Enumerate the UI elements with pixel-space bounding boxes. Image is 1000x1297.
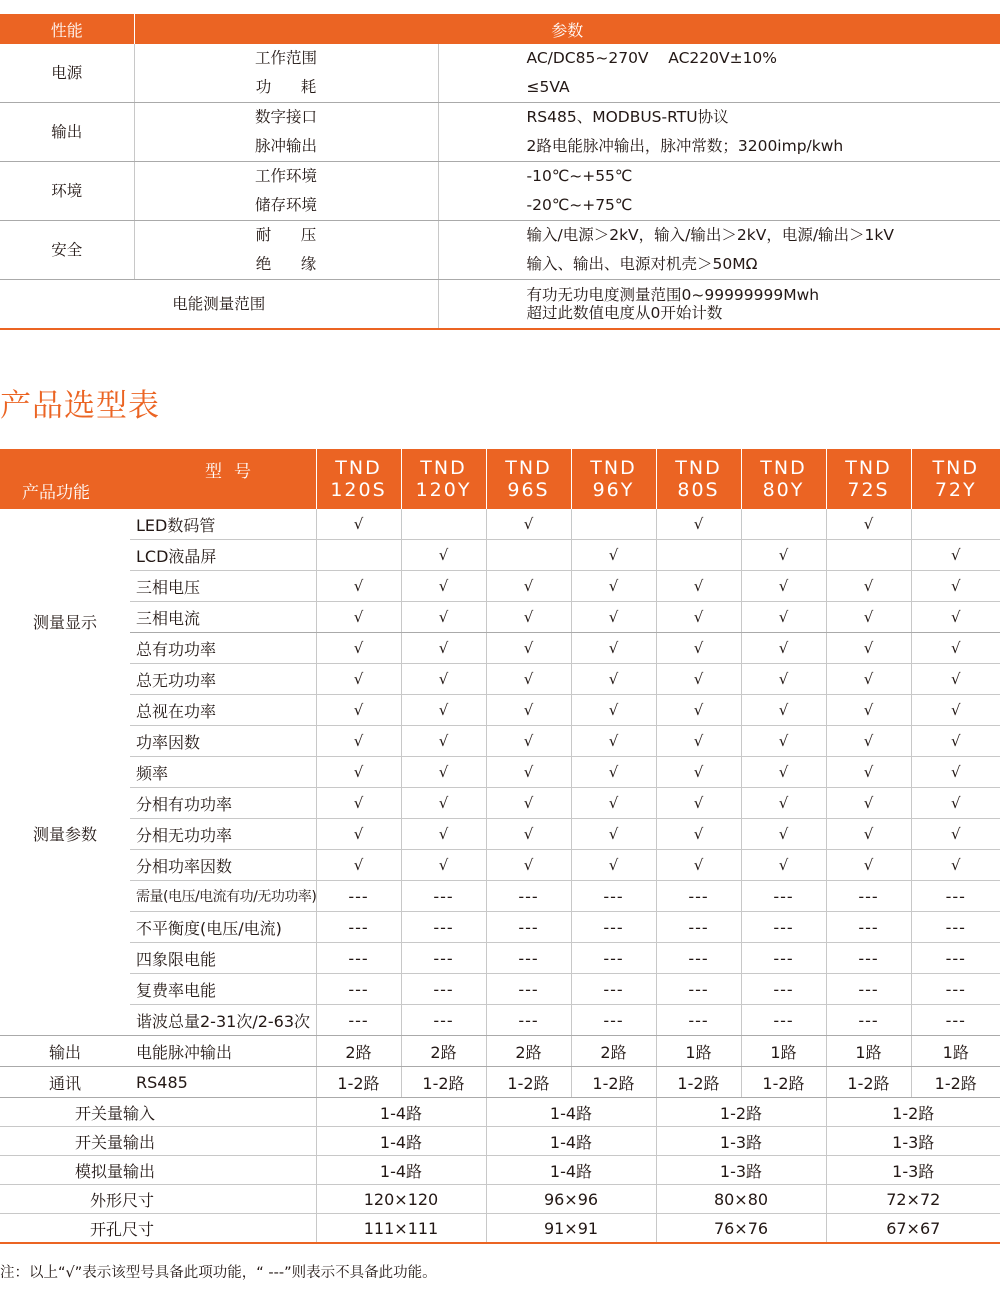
model-line2: 80Y (762, 479, 805, 501)
cell-value: 111×111 (316, 1214, 486, 1244)
check-mark: √ (571, 695, 656, 726)
check-mark: √ (401, 788, 486, 819)
selection-table (0, 449, 1000, 1244)
check-mark: √ (741, 602, 826, 633)
check-mark: √ (401, 695, 486, 726)
table-row (0, 974, 1000, 1005)
spec-item-text: 耐 压 (255, 226, 317, 244)
check-mark: √ (656, 602, 741, 633)
not-supported-mark: --- (911, 1005, 1000, 1036)
function-label: LED数码管 (130, 509, 316, 540)
spec-value-line: 超过此数值电度从0开始计数 (526, 304, 723, 322)
table-row (0, 571, 1000, 602)
function-label: 分相功率因数 (130, 850, 316, 881)
check-mark: √ (316, 602, 401, 633)
check-mark: √ (656, 788, 741, 819)
spec-item (134, 73, 438, 103)
check-mark: √ (571, 664, 656, 695)
table-row (0, 912, 1000, 943)
not-supported-mark: --- (826, 912, 911, 943)
check-mark: √ (656, 726, 741, 757)
not-supported-mark: --- (316, 974, 401, 1005)
check-mark: √ (486, 509, 571, 540)
check-mark: √ (486, 757, 571, 788)
check-mark: √ (316, 819, 401, 850)
check-mark: √ (401, 850, 486, 881)
not-supported-mark: --- (911, 912, 1000, 943)
category-display: 测量显示 (32, 612, 97, 632)
check-mark: √ (486, 571, 571, 602)
header-corner (0, 449, 316, 509)
function-label: 四象限电能 (130, 943, 316, 974)
not-supported-mark: --- (571, 943, 656, 974)
check-mark: √ (571, 850, 656, 881)
spec-header-row (0, 14, 1000, 44)
cell-value: 76×76 (656, 1214, 826, 1244)
not-supported-mark: --- (741, 912, 826, 943)
check-mark: √ (911, 633, 1000, 664)
function-label: 电能脉冲输出 (130, 1036, 316, 1067)
function-label: 谐波总量2-31次/2-63次 (130, 1005, 316, 1036)
check-mark: √ (486, 664, 571, 695)
function-label: 分相无功功率 (130, 819, 316, 850)
selection-body (0, 509, 1000, 1243)
not-supported-mark: --- (571, 912, 656, 943)
cell-value: 1-2路 (741, 1067, 826, 1098)
category-output: 输出 (0, 1036, 130, 1067)
spec-group-safety: 安全 (0, 221, 134, 280)
model-line1: TND (845, 457, 892, 479)
table-row (0, 1156, 1000, 1185)
row-label: 开孔尺寸 (0, 1214, 316, 1244)
function-label: 三相电流 (130, 602, 316, 633)
cell-value: 67×67 (826, 1214, 1000, 1244)
table-row (0, 695, 1000, 726)
cell-value (826, 540, 911, 571)
not-supported-mark: --- (401, 1005, 486, 1036)
check-mark: √ (316, 850, 401, 881)
not-supported-mark: --- (911, 881, 1000, 912)
check-mark: √ (316, 726, 401, 757)
cell-value: 120×120 (316, 1185, 486, 1214)
check-mark: √ (316, 509, 401, 540)
not-supported-mark: --- (486, 1005, 571, 1036)
spec-header-perf: 性能 (0, 14, 134, 44)
cell-value: 1-2路 (656, 1098, 826, 1127)
cell-value: 1-4路 (486, 1098, 656, 1127)
check-mark: √ (656, 664, 741, 695)
cell-value: 96×96 (486, 1185, 656, 1214)
cell-value: 1-4路 (316, 1098, 486, 1127)
row-label: 模拟量输出 (0, 1156, 316, 1185)
model-header (656, 449, 741, 509)
spec-value: 输入、输出、电源对机壳＞50MΩ (438, 250, 1000, 280)
check-mark: √ (486, 602, 571, 633)
check-mark: √ (571, 819, 656, 850)
spec-value-line: 有功无功电度测量范围0~99999999Mwh (526, 286, 820, 304)
check-mark: √ (316, 571, 401, 602)
check-mark: √ (911, 664, 1000, 695)
spec-header-param: 参数 (134, 14, 1000, 44)
model-header (486, 449, 571, 509)
cell-value (316, 540, 401, 571)
check-mark: √ (911, 540, 1000, 571)
not-supported-mark: --- (826, 881, 911, 912)
check-mark: √ (401, 633, 486, 664)
not-supported-mark: --- (316, 912, 401, 943)
model-line1: TND (335, 457, 382, 479)
not-supported-mark: --- (826, 1005, 911, 1036)
check-mark: √ (826, 664, 911, 695)
function-label: 功率因数 (130, 726, 316, 757)
check-mark: √ (486, 695, 571, 726)
cell-value: 1路 (656, 1036, 741, 1067)
check-mark: √ (826, 602, 911, 633)
not-supported-mark: --- (656, 1005, 741, 1036)
function-label: 不平衡度(电压/电流) (130, 912, 316, 943)
model-line1: TND (760, 457, 807, 479)
not-supported-mark: --- (486, 912, 571, 943)
spec-value: ≤5VA (438, 73, 1000, 103)
spec-value: RS485、MODBUS-RTU协议 (526, 108, 729, 126)
check-mark: √ (826, 509, 911, 540)
cell-value: 1-2路 (571, 1067, 656, 1098)
function-label: 三相电压 (130, 571, 316, 602)
category-params: 测量参数 (0, 633, 130, 1036)
cell-value: 1-4路 (316, 1156, 486, 1185)
check-mark: √ (741, 788, 826, 819)
section-title: 产品选型表 (0, 388, 160, 424)
spec-item-text: 功 耗 (255, 78, 317, 96)
cell-value (911, 509, 1000, 540)
not-supported-mark: --- (401, 943, 486, 974)
cell-value: 1-2路 (316, 1067, 401, 1098)
check-mark: √ (316, 757, 401, 788)
check-mark: √ (486, 726, 571, 757)
check-mark: √ (571, 633, 656, 664)
function-label: 分相有功功率 (130, 788, 316, 819)
table-row (0, 602, 1000, 633)
check-mark: √ (486, 633, 571, 664)
check-mark: √ (656, 695, 741, 726)
table-row (0, 881, 1000, 912)
check-mark: √ (911, 757, 1000, 788)
cell-value: 2路 (571, 1036, 656, 1067)
not-supported-mark: --- (486, 943, 571, 974)
not-supported-mark: --- (741, 881, 826, 912)
model-header (911, 449, 1000, 509)
table-row (0, 664, 1000, 695)
not-supported-mark: --- (401, 881, 486, 912)
check-mark: √ (316, 633, 401, 664)
model-line2: 72Y (934, 479, 977, 501)
check-mark: √ (826, 726, 911, 757)
spec-item-energy-range: 电能测量范围 (0, 280, 438, 330)
model-line1: TND (675, 457, 722, 479)
check-mark: √ (826, 695, 911, 726)
function-label: 需量(电压/电流有功/无功功率) (130, 881, 316, 912)
function-label: 总视在功率 (130, 695, 316, 726)
spec-item-text: 绝 缘 (255, 255, 317, 273)
check-mark: √ (741, 571, 826, 602)
cell-value: 1路 (826, 1036, 911, 1067)
model-line2: 96S (507, 479, 550, 501)
table-row (0, 850, 1000, 881)
check-mark: √ (486, 819, 571, 850)
not-supported-mark: --- (911, 974, 1000, 1005)
model-header (316, 449, 401, 509)
check-mark: √ (656, 571, 741, 602)
check-mark: √ (741, 540, 826, 571)
check-mark: √ (656, 819, 741, 850)
cell-value: 1-2路 (401, 1067, 486, 1098)
check-mark: √ (401, 602, 486, 633)
model-line1: TND (932, 457, 979, 479)
table-row (0, 1067, 1000, 1098)
check-mark: √ (401, 540, 486, 571)
check-mark: √ (741, 633, 826, 664)
not-supported-mark: --- (656, 974, 741, 1005)
spec-group-environment: 环境 (0, 162, 134, 221)
check-mark: √ (656, 757, 741, 788)
spec-item: 储存环境 (134, 191, 438, 221)
not-supported-mark: --- (656, 943, 741, 974)
spec-item: 脉冲输出 (134, 132, 438, 162)
spec-group-power: 电源 (0, 44, 134, 103)
footnote: 注：以上“√”表示该型号具备此项功能，“ ---”则表示不具备此功能。 (0, 1265, 437, 1281)
check-mark: √ (656, 633, 741, 664)
check-mark: √ (571, 788, 656, 819)
table-row (0, 540, 1000, 571)
check-mark: √ (826, 850, 911, 881)
table-row (0, 757, 1000, 788)
not-supported-mark: --- (656, 881, 741, 912)
spec-table (0, 14, 1000, 330)
check-mark: √ (911, 850, 1000, 881)
header-model-label: 型号 (205, 462, 263, 482)
check-mark: √ (571, 726, 656, 757)
cell-value: 1-4路 (486, 1127, 656, 1156)
not-supported-mark: --- (401, 912, 486, 943)
cell-value: 1-3路 (656, 1156, 826, 1185)
check-mark: √ (911, 788, 1000, 819)
check-mark: √ (316, 664, 401, 695)
cell-value: 1-3路 (826, 1156, 1000, 1185)
check-mark: √ (911, 819, 1000, 850)
spec-value-energy-range (438, 280, 1000, 330)
not-supported-mark: --- (826, 943, 911, 974)
check-mark: √ (741, 695, 826, 726)
check-mark: √ (826, 819, 911, 850)
check-mark: √ (741, 757, 826, 788)
table-row (0, 1005, 1000, 1036)
not-supported-mark: --- (741, 974, 826, 1005)
not-supported-mark: --- (741, 943, 826, 974)
table-row (0, 509, 1000, 540)
not-supported-mark: --- (571, 881, 656, 912)
spec-value: -10℃~+55℃ (526, 167, 633, 185)
cell-value: 1路 (741, 1036, 826, 1067)
check-mark: √ (401, 571, 486, 602)
model-line2: 96Y (592, 479, 635, 501)
check-mark: √ (826, 788, 911, 819)
check-mark: √ (486, 788, 571, 819)
check-mark: √ (741, 664, 826, 695)
table-row (0, 1036, 1000, 1067)
header-function-label: 产品功能 (22, 483, 90, 503)
model-line1: TND (505, 457, 552, 479)
cell-value: 72×72 (826, 1185, 1000, 1214)
cell-value (571, 509, 656, 540)
cell-value: 1-4路 (316, 1127, 486, 1156)
function-label: 复费率电能 (130, 974, 316, 1005)
table-row (0, 819, 1000, 850)
cell-value: 1-2路 (826, 1067, 911, 1098)
not-supported-mark: --- (486, 974, 571, 1005)
spec-item: 数字接口 (134, 103, 438, 133)
not-supported-mark: --- (401, 974, 486, 1005)
model-line1: TND (590, 457, 637, 479)
model-line2: 120S (330, 479, 387, 501)
cell-value: 2路 (316, 1036, 401, 1067)
cell-value: 1路 (911, 1036, 1000, 1067)
row-label: 开关量输入 (0, 1098, 316, 1127)
category-comm: 通讯 (0, 1067, 130, 1098)
model-header (571, 449, 656, 509)
model-header (741, 449, 826, 509)
cell-value: 2路 (401, 1036, 486, 1067)
check-mark: √ (826, 571, 911, 602)
spec-value: 输入/电源＞2kV，输入/输出＞2kV，电源/输出＞1kV (526, 226, 894, 244)
function-label: 总有功功率 (130, 633, 316, 664)
table-row (0, 943, 1000, 974)
check-mark: √ (741, 850, 826, 881)
model-line2: 72S (847, 479, 890, 501)
cell-value: 1-2路 (486, 1067, 571, 1098)
spec-value: 2路电能脉冲输出，脉冲常数；3200imp/kwh (438, 132, 1000, 162)
spec-group-output: 输出 (0, 103, 134, 162)
check-mark: √ (486, 850, 571, 881)
check-mark: √ (826, 633, 911, 664)
check-mark: √ (571, 602, 656, 633)
check-mark: √ (826, 757, 911, 788)
cell-value: 1-2路 (826, 1098, 1000, 1127)
check-mark: √ (656, 850, 741, 881)
cell-value: 2路 (486, 1036, 571, 1067)
spec-value: AC/DC85~270V AC220V±10% (526, 49, 778, 67)
function-label: LCD液晶屏 (130, 540, 316, 571)
table-row (0, 1185, 1000, 1214)
cell-value: 80×80 (656, 1185, 826, 1214)
check-mark: √ (571, 571, 656, 602)
check-mark: √ (656, 509, 741, 540)
spec-item (134, 250, 438, 280)
check-mark: √ (741, 726, 826, 757)
check-mark: √ (401, 819, 486, 850)
spec-value: -20℃~+75℃ (438, 191, 1000, 221)
model-header (401, 449, 486, 509)
row-label: 开关量输出 (0, 1127, 316, 1156)
check-mark: √ (911, 726, 1000, 757)
check-mark: √ (571, 757, 656, 788)
table-row (0, 633, 1000, 664)
cell-value (656, 540, 741, 571)
cell-value (401, 509, 486, 540)
model-header (826, 449, 911, 509)
spec-item: 工作环境 (134, 162, 438, 192)
check-mark: √ (401, 664, 486, 695)
cell-value: 1-2路 (911, 1067, 1000, 1098)
not-supported-mark: --- (486, 881, 571, 912)
check-mark: √ (911, 571, 1000, 602)
check-mark: √ (911, 695, 1000, 726)
check-mark: √ (316, 788, 401, 819)
check-mark: √ (316, 695, 401, 726)
cell-value: 1-4路 (486, 1156, 656, 1185)
table-row (0, 788, 1000, 819)
cell-value: 1-2路 (656, 1067, 741, 1098)
not-supported-mark: --- (656, 912, 741, 943)
selection-header-row (0, 449, 1000, 509)
not-supported-mark: --- (741, 1005, 826, 1036)
not-supported-mark: --- (316, 943, 401, 974)
not-supported-mark: --- (911, 943, 1000, 974)
spec-item: 工作范围 (134, 44, 438, 73)
model-line1: TND (420, 457, 467, 479)
function-label: 总无功功率 (130, 664, 316, 695)
not-supported-mark: --- (316, 1005, 401, 1036)
function-label: RS485 (130, 1067, 316, 1098)
model-line2: 120Y (415, 479, 472, 501)
table-row (0, 726, 1000, 757)
cell-value: 1-3路 (656, 1127, 826, 1156)
not-supported-mark: --- (826, 974, 911, 1005)
table-row (0, 1127, 1000, 1156)
function-label: 频率 (130, 757, 316, 788)
cell-value (486, 540, 571, 571)
spec-item (134, 221, 438, 251)
cell-value (741, 509, 826, 540)
check-mark: √ (401, 726, 486, 757)
table-row (0, 1214, 1000, 1244)
check-mark: √ (571, 540, 656, 571)
model-line2: 80S (677, 479, 720, 501)
cell-value: 1-3路 (826, 1127, 1000, 1156)
check-mark: √ (401, 757, 486, 788)
row-label: 外形尺寸 (0, 1185, 316, 1214)
table-row (0, 1098, 1000, 1127)
check-mark: √ (911, 602, 1000, 633)
not-supported-mark: --- (571, 1005, 656, 1036)
check-mark: √ (741, 819, 826, 850)
not-supported-mark: --- (316, 881, 401, 912)
not-supported-mark: --- (571, 974, 656, 1005)
cell-value: 91×91 (486, 1214, 656, 1244)
